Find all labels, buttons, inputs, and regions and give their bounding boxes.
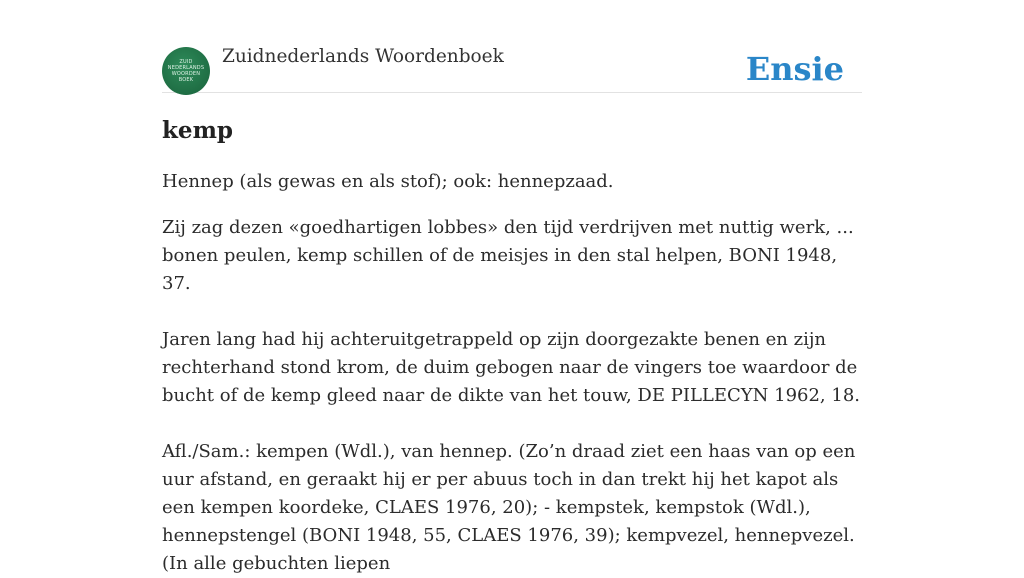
entry-definition: Hennep (als gewas en als stof); ook: hennepzaad. xyxy=(162,171,614,192)
entry-term: kemp xyxy=(162,117,233,144)
logo-line: WOORDEN xyxy=(171,71,201,77)
ensie-brand-link[interactable]: Ensie xyxy=(745,50,844,88)
logo-line: NEDERLANDS xyxy=(167,65,205,71)
entry-citation: Zij zag dezen «goedhartigen lobbes» den tijd verdrijven met nuttig werk, ... bonen peulen, kemp schillen of de meisjes in den stal helpen, BONI 1948, 37. xyxy=(162,217,854,294)
logo-line: BOEK xyxy=(178,77,194,83)
site-header xyxy=(162,44,862,93)
entry-content xyxy=(162,114,862,578)
logo-line: ZUID xyxy=(179,59,193,65)
site-name-link[interactable]: Zuidnederlands Woordenboek xyxy=(222,46,504,67)
site-logo[interactable] xyxy=(162,47,210,95)
entry-derivations: Afl./Sam.: kempen (Wdl.), van hennep. (Zo’n draad ziet een haas van op een uur afstand, en geraakt hij er per abuus toch in dan trekt hij het kapot als een kempen koordeke, CLAES 1976, 20); - kempstek, kempstok (Wdl.), hennepstengel (BONI 1948, 55, CLAES 1976, 39); kempvezel, hennepvezel. (In alle gebuchten liepen xyxy=(162,441,856,574)
entry-citation: Jaren lang had hij achteruitgetrappeld op zijn doorgezakte benen en zijn rechterhand stond krom, de duim gebogen naar de vingers toe waardoor de bucht of de kemp gleed naar de dikte van het touw, DE PILLECYN 1962, 18. xyxy=(162,329,860,406)
